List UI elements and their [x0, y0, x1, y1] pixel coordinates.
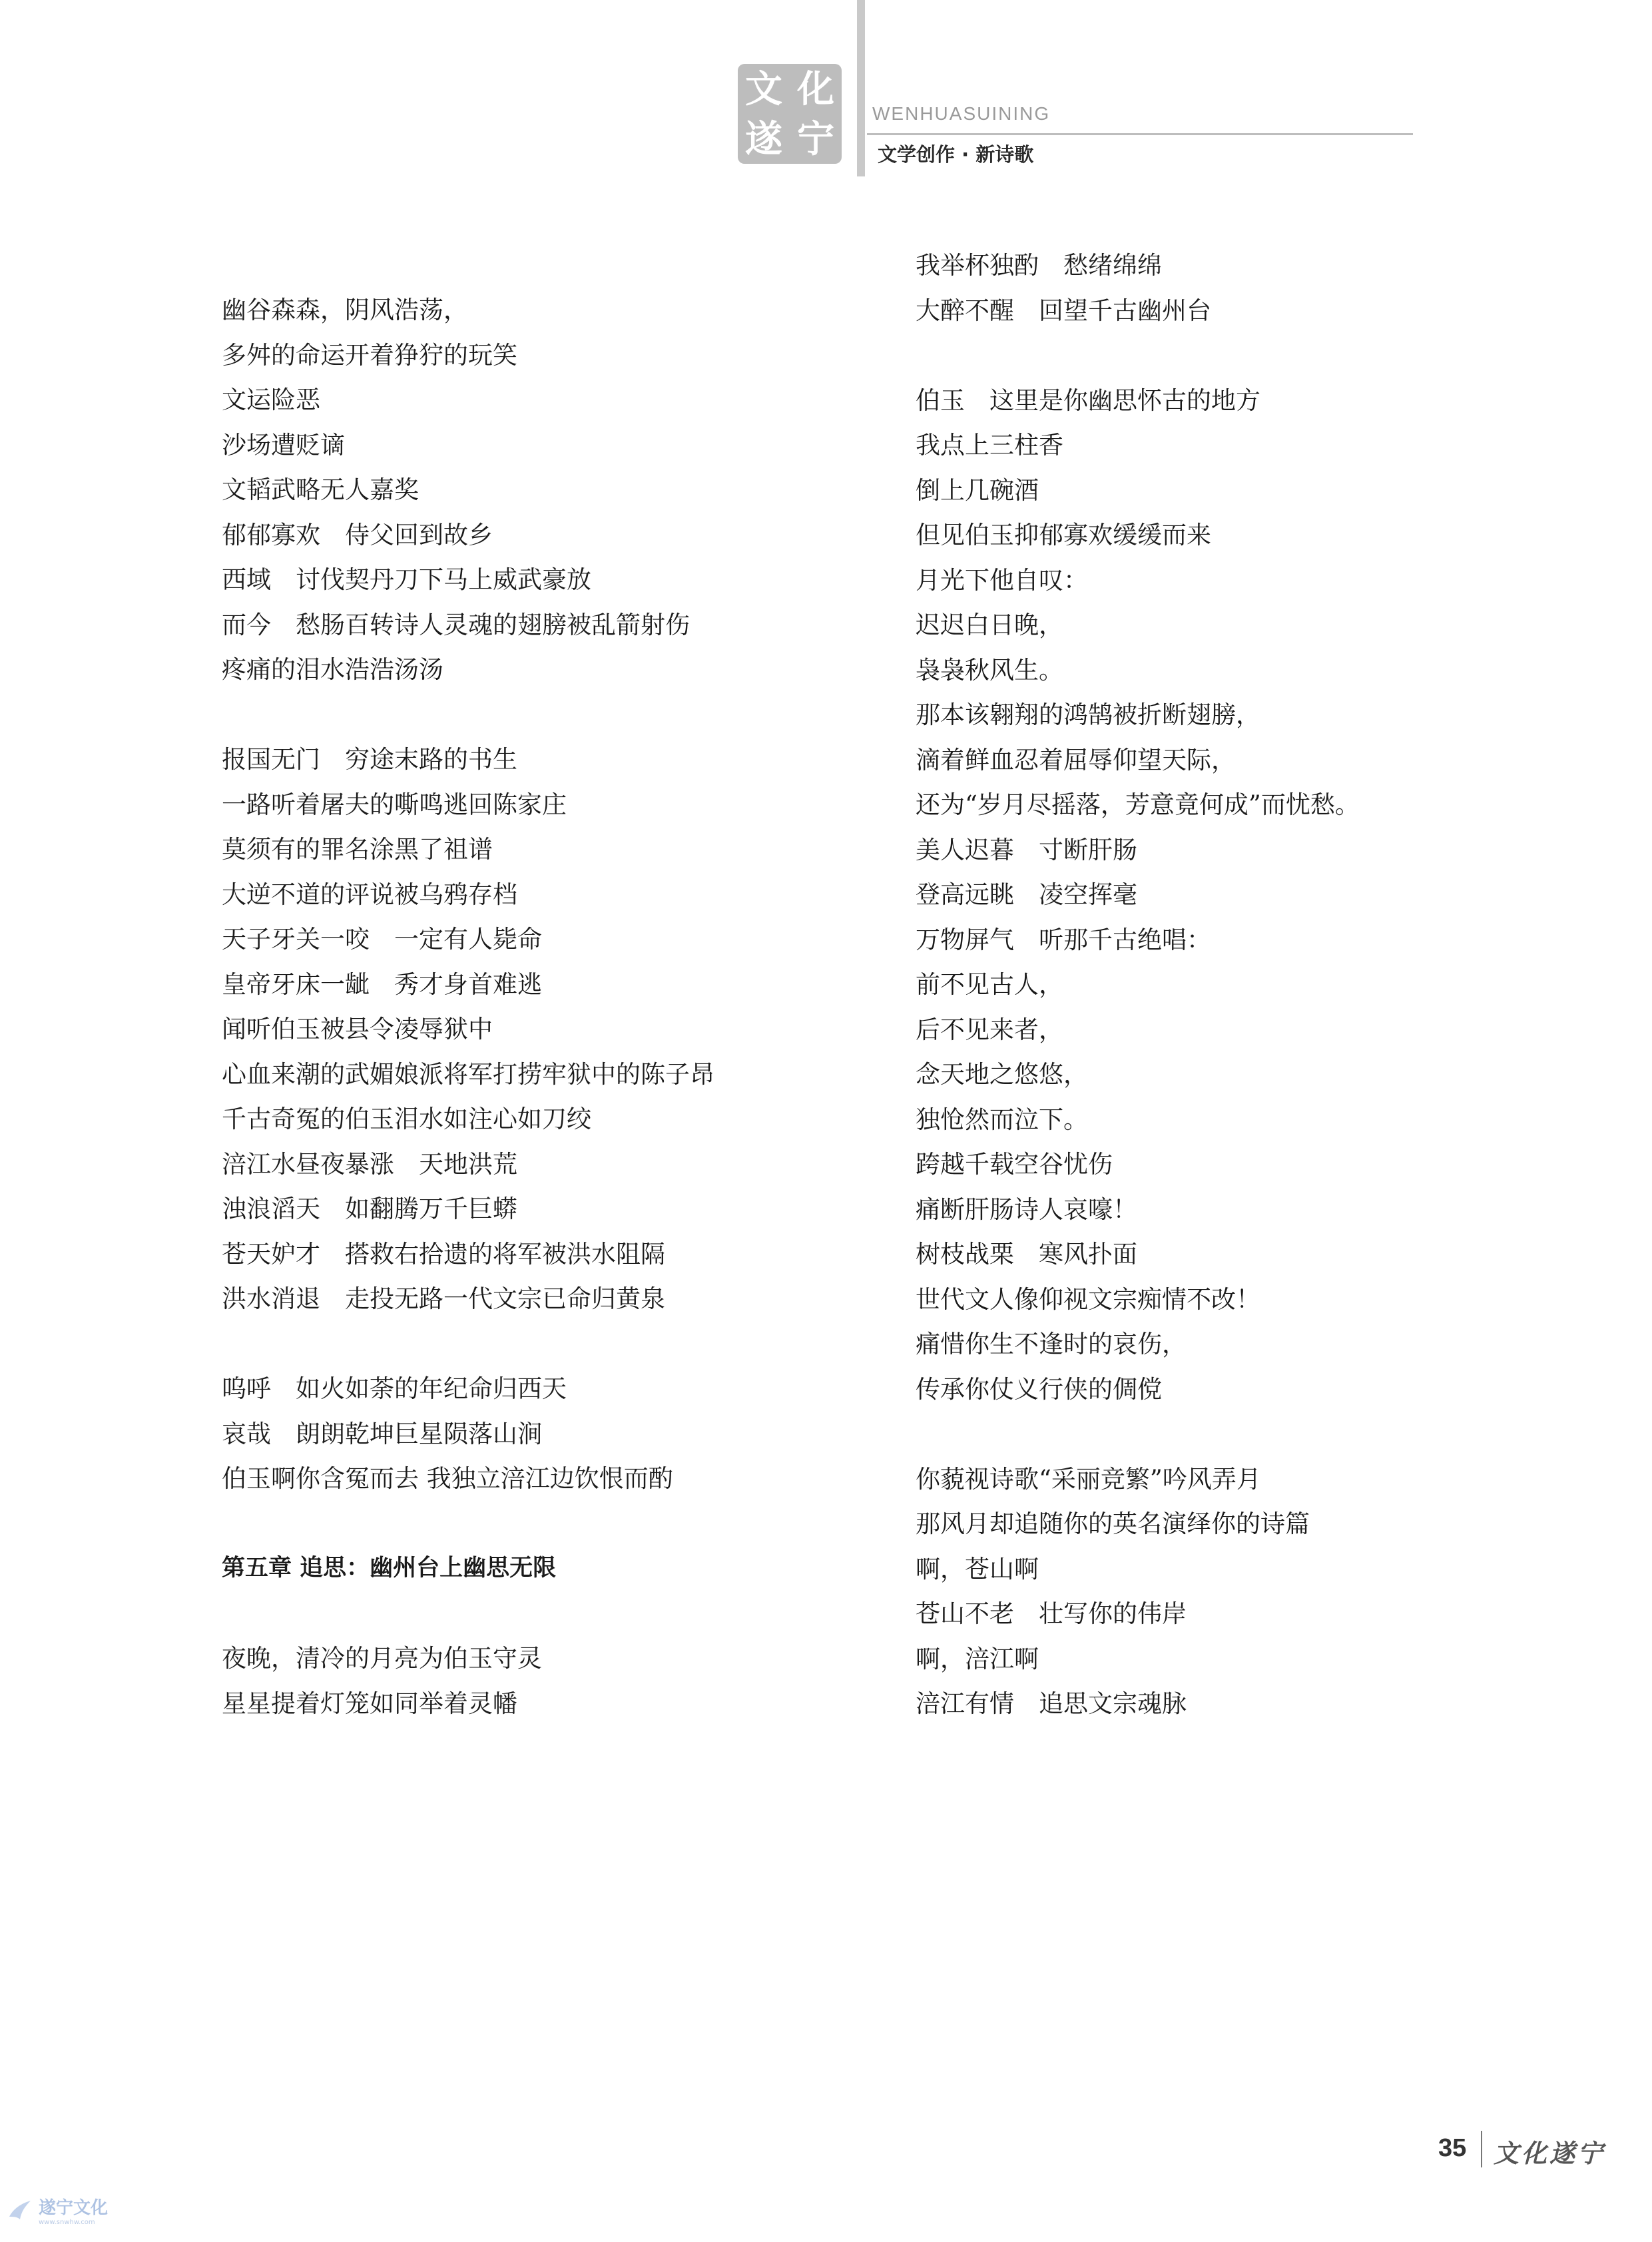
footer-divider — [1481, 2131, 1482, 2167]
poem-line: 迟迟白日晚， — [916, 611, 1063, 639]
poem-line: 星星提着灯笼如同举着灵幡 — [222, 1689, 517, 1718]
poem-line: 前不见古人， — [916, 970, 1063, 999]
stanza-break — [222, 1591, 888, 1637]
poem-line: 我点上三柱香 — [916, 431, 1063, 459]
poem-line: 文韬武略无人嘉奖 — [222, 475, 419, 504]
poem-line: 还为“岁月尽摇落，芳意竟何成”而忧愁。 — [916, 790, 1360, 819]
poem-line: 倒上几碗酒 — [916, 475, 1039, 505]
poem-line: 万物屏气 听那千古绝唱： — [916, 925, 1211, 954]
poem-line: 传承你仗义行侠的倜傥 — [916, 1374, 1162, 1404]
poem-line: 大醉不醒 回望千古幽州台 — [916, 296, 1211, 325]
poem-line: 登高远眺 凌空挥毫 — [916, 880, 1137, 909]
poem-line: 闻听伯玉被县令凌辱狱中 — [222, 1015, 493, 1043]
poem-line: 心血来潮的武媚娘派将军打捞牢狱中的陈子昂 — [222, 1059, 714, 1089]
poem-line: 袅袅秋风生。 — [916, 655, 1063, 685]
poem-line: 苍天妒才 搭救右拾遗的将军被洪水阻隔 — [222, 1239, 665, 1268]
stanza-break — [916, 1412, 1581, 1457]
poem-line: 你藐视诗歌“采丽竞繁”吟风弄月 — [916, 1464, 1261, 1494]
poem-line: 沙场遭贬谪 — [222, 430, 345, 459]
logo-char: 宁 — [797, 117, 834, 161]
poem-line: 世代文人像仰视文宗痴情不改！ — [916, 1284, 1260, 1314]
poem-column-right — [916, 243, 1581, 1727]
poem-line: 报国无门 穷途末路的书生 — [222, 745, 517, 774]
poem-line: 月光下他自叹： — [916, 565, 1088, 595]
watermark-url: www.snwhw.com — [39, 2219, 95, 2226]
header-divider-horizontal — [867, 133, 1413, 135]
stanza-break — [222, 1502, 888, 1547]
poem-line: 洪水消退 走投无路一代文宗已命归黄泉 — [222, 1284, 665, 1313]
logo-char: 文 — [745, 67, 782, 111]
header-divider-vertical — [857, 0, 865, 176]
poem-line: 但见伯玉抑郁寡欢缓缓而来 — [916, 521, 1211, 549]
poem-line: 涪江水昼夜暴涨 天地洪荒 — [222, 1149, 517, 1179]
stanza-break — [222, 693, 888, 738]
poem-line: 浊浪滔天 如翻腾万千巨蟒 — [222, 1195, 517, 1223]
poem-line: 念天地之悠悠， — [916, 1060, 1088, 1089]
poem-line: 天子牙关一咬 一定有人毙命 — [222, 925, 542, 954]
poem-line: 痛惜你生不逢时的哀伤， — [916, 1330, 1187, 1358]
poem-column-left — [222, 288, 888, 1726]
poem-line: 千古奇冤的伯玉泪水如注心如刀绞 — [222, 1105, 591, 1133]
stanza-break — [916, 333, 1581, 378]
poem-line: 那本该翱翔的鸿鹄被折断翅膀， — [916, 701, 1260, 729]
page-number: 35 — [1438, 2134, 1467, 2162]
poem-line: 而今 愁肠百转诗人灵魂的翅膀被乱箭射伤 — [222, 610, 690, 639]
section-label: 文学创作 · 新诗歌 — [878, 143, 1034, 166]
poem-line: 哀哉 朗朗乾坤巨星陨落山涧 — [222, 1419, 542, 1448]
watermark-text: 遂宁文化 — [39, 2198, 109, 2218]
poem-line: 美人迟暮 寸断肝肠 — [916, 835, 1137, 864]
poem-line: 那风月却追随你的英名演绎你的诗篇 — [916, 1510, 1310, 1538]
poem-line: 苍山不老 壮写你的伟岸 — [916, 1599, 1187, 1628]
poem-line: 疼痛的泪水浩浩汤汤 — [222, 655, 443, 684]
chapter-heading: 第五章 追思：幽州台上幽思无限 — [222, 1555, 557, 1581]
poem-line: 滴着鲜血忍着屈辱仰望天际， — [916, 745, 1236, 774]
poem-line: 跨越千载空谷忧伤 — [916, 1150, 1113, 1179]
poem-line: 伯玉啊你含冤而去 我独立涪江边饮恨而酌 — [222, 1464, 673, 1493]
brand-english: WENHUASUINING — [872, 103, 1051, 124]
logo-char: 化 — [797, 67, 834, 111]
poem-line: 后不见来者， — [916, 1015, 1063, 1044]
poem-line: 树枝战栗 寒风扑面 — [916, 1240, 1137, 1268]
poem-line: 啊，苍山啊 — [916, 1554, 1039, 1583]
poem-line: 莫须有的罪名涂黑了祖谱 — [222, 835, 493, 864]
logo-char: 遂 — [745, 117, 782, 161]
poem-line: 痛断肝肠诗人哀嚎！ — [916, 1195, 1137, 1224]
poem-line: 多舛的命运开着狰狞的玩笑 — [222, 340, 517, 370]
magazine-logo — [738, 64, 842, 164]
poem-line: 夜晚，清冷的月亮为伯玉守灵 — [222, 1644, 542, 1673]
poem-line: 一路听着屠夫的嘶鸣逃回陈家庄 — [222, 790, 567, 819]
poem-line: 啊，涪江啊 — [916, 1644, 1039, 1673]
wing-icon — [7, 2197, 33, 2223]
poem-line: 大逆不道的评说被乌鸦存档 — [222, 880, 517, 909]
poem-line: 郁郁寡欢 侍父回到故乡 — [222, 520, 493, 549]
poem-line: 涪江有情 追思文宗魂脉 — [916, 1689, 1187, 1718]
poem-line: 呜呼 如火如荼的年纪命归西天 — [222, 1374, 567, 1403]
stanza-break — [222, 1322, 888, 1367]
poem-line: 皇帝牙床一龇 秀才身首难逃 — [222, 970, 542, 999]
poem-line: 幽谷森森，阴风浩荡， — [222, 296, 468, 324]
poem-line: 独怆然而泣下。 — [916, 1105, 1088, 1134]
poem-line: 西域 讨伐契丹刀下马上威武豪放 — [222, 565, 591, 594]
poem-line: 文运险恶 — [222, 386, 320, 414]
poem-line: 我举杯独酌 愁绪绵绵 — [916, 251, 1162, 280]
watermark — [7, 2194, 108, 2226]
footer-magazine-title: 文化遂宁 — [1494, 2138, 1606, 2168]
poem-line: 伯玉 这里是你幽思怀古的地方 — [916, 386, 1260, 415]
